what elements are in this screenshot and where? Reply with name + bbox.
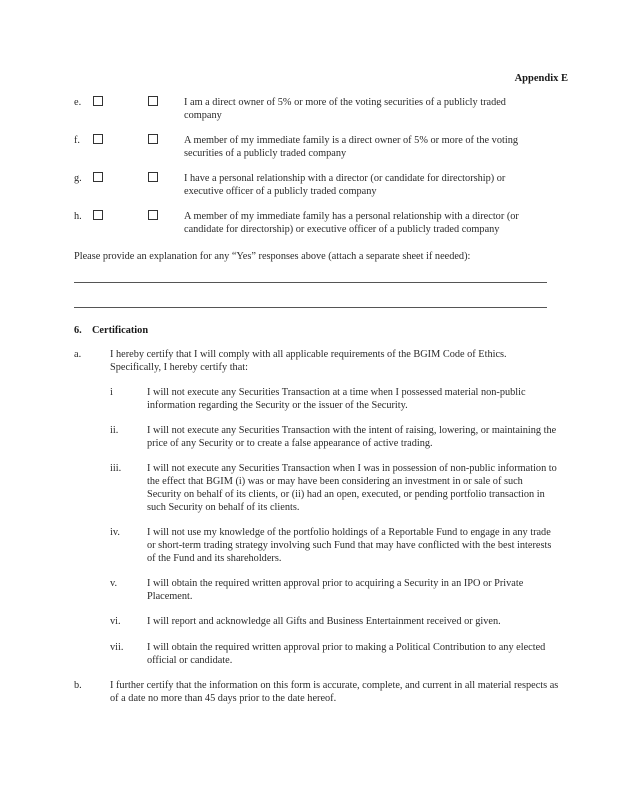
item-text-a: I hereby certify that I will comply with all applicable requirements of the BGIM Code of Ethics. Specifically, I hereby certify that:	[110, 349, 507, 373]
no-checkbox[interactable]	[148, 96, 158, 106]
section-heading	[74, 324, 148, 337]
explanation-prompt: Please provide an explanation for any “Yes” responses above (attach a separate sheet if needed):	[74, 251, 471, 262]
question-text: A member of my immediate family is a direct owner of 5% or more of the voting securities of a publicly traded company	[184, 135, 518, 159]
section-number: 6.	[74, 325, 82, 336]
no-checkbox[interactable]	[148, 210, 158, 220]
section-title: Certification	[92, 325, 149, 336]
subitem-text: I will not execute any Securities Transaction with the intent of raising, lowering, or maintaining the price of any Security or to create a false appearance of active trading.	[147, 425, 557, 449]
no-checkbox[interactable]	[148, 172, 158, 182]
subitem-text: I will obtain the required written approval prior to acquiring a Security in an IPO or Private Placement.	[147, 578, 524, 602]
subitem-number: vi.	[110, 616, 121, 627]
question-letter: h.	[74, 211, 82, 222]
subitem-number: iii.	[110, 463, 122, 474]
no-checkbox[interactable]	[148, 134, 158, 144]
subitem-number: i	[110, 387, 113, 398]
yes-checkbox[interactable]	[93, 172, 103, 182]
question-text: I have a personal relationship with a director (or candidate for directorship) or executive officer of a publicly traded company	[184, 173, 506, 197]
explanation-line-1[interactable]	[74, 282, 547, 283]
subitem-text: I will not execute any Securities Transaction at a time when I possessed material non-public information regarding the Security or the issuer of the Security.	[147, 387, 526, 411]
question-letter: f.	[74, 135, 81, 146]
subitem-text: I will not use my knowledge of the portfolio holdings of a Reportable Fund to engage in any trade or short-term trading strategy involving such Fund that may have conflicted with the best interests of the Fund and its shareholders.	[147, 527, 552, 564]
yes-checkbox[interactable]	[93, 134, 103, 144]
item-letter-a: a.	[74, 349, 82, 360]
yes-checkbox[interactable]	[93, 210, 103, 220]
subitem-number: ii.	[110, 425, 119, 436]
item-text-b: I further certify that the information on this form is accurate, complete, and current in all material respects as of a date no more than 45 days prior to the date hereof.	[110, 680, 559, 704]
subitem-text: I will report and acknowledge all Gifts and Business Entertainment received or given.	[147, 616, 501, 627]
yes-checkbox[interactable]	[93, 96, 103, 106]
subitem-number: vii.	[110, 642, 124, 653]
question-letter: g.	[74, 173, 82, 184]
subitem-text: I will not execute any Securities Transaction when I was in possession of non-public information to the effect that BGIM (i) was or may have been considering an investment in or sale of such Security on behalf of its clients, or (ii) had an open, executed, or pending portfolio transaction in such Security on behalf of its clients.	[147, 463, 557, 513]
question-letter: e.	[74, 97, 82, 108]
appendix-label: Appendix E	[514, 73, 568, 84]
explanation-line-2[interactable]	[74, 307, 547, 308]
item-letter-b: b.	[74, 680, 82, 691]
subitem-number: iv.	[110, 527, 120, 538]
subitem-number: v.	[110, 578, 118, 589]
subitem-text: I will obtain the required written approval prior to making a Political Contribution to any elected official or candidate.	[147, 642, 546, 666]
question-text: I am a direct owner of 5% or more of the voting securities of a publicly traded company	[184, 97, 506, 121]
question-text: A member of my immediate family has a personal relationship with a director (or candidate for directorship) or executive officer of a publicly traded company	[184, 211, 519, 235]
